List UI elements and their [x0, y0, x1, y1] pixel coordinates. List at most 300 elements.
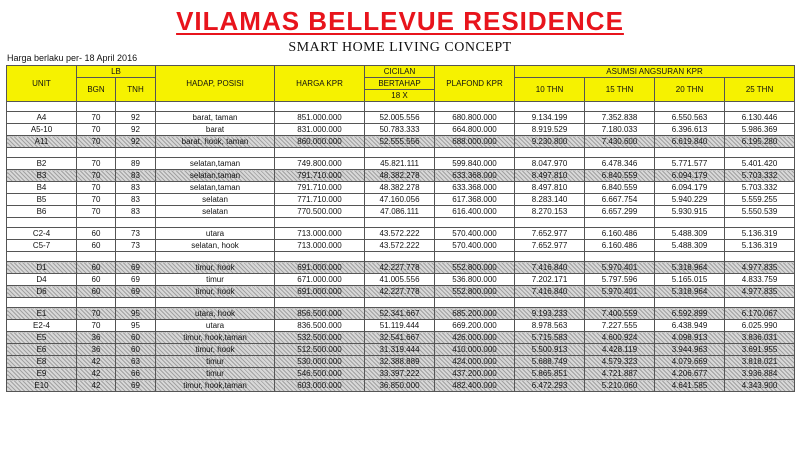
- cell-unit: E2-4: [7, 320, 77, 332]
- separator-cell: [275, 298, 365, 308]
- cell-15-thn: 5.970.401: [585, 262, 655, 274]
- cell-bgn: 60: [77, 286, 116, 298]
- cell-cicilan: 52.555.556: [365, 136, 435, 148]
- cell-bgn: 70: [77, 320, 116, 332]
- cell-cicilan: 52.005.556: [365, 112, 435, 124]
- separator-cell: [7, 298, 77, 308]
- table-row: [7, 274, 795, 286]
- cell-unit: C5-7: [7, 240, 77, 252]
- cell-25-thn: 5.703.332: [725, 170, 795, 182]
- separator-cell: [585, 148, 655, 158]
- cell-unit: B4: [7, 182, 77, 194]
- cell-20-thn: 6.094.179: [655, 182, 725, 194]
- page-title: VILAMAS BELLEVUE RESIDENCE: [176, 6, 624, 36]
- cell-cicilan: 36.850.000: [365, 380, 435, 392]
- cell-10-thn: 8.497.810: [515, 182, 585, 194]
- separator-cell: [156, 148, 275, 158]
- cell-harga: 530.000.000: [275, 356, 365, 368]
- cell-harga: 771.710.000: [275, 194, 365, 206]
- cell-15-thn: 7.430.600: [585, 136, 655, 148]
- cell-15-thn: 4.579.323: [585, 356, 655, 368]
- header-plafond-kpr: PLAFOND KPR: [435, 66, 515, 102]
- page-subtitle: SMART HOME LIVING CONCEPT: [288, 40, 512, 55]
- separator-cell: [156, 218, 275, 228]
- table-row: [7, 136, 795, 148]
- cell-15-thn: 7.180.033: [585, 124, 655, 136]
- table-row: [7, 320, 795, 332]
- cell-10-thn: 7.652.977: [515, 228, 585, 240]
- cell-10-thn: 8.270.153: [515, 206, 585, 218]
- cell-plafond: 424.000.000: [435, 356, 515, 368]
- separator-cell: [515, 298, 585, 308]
- separator-cell: [435, 102, 515, 112]
- cell-25-thn: 6.170.067: [725, 308, 795, 320]
- cell-bgn: 60: [77, 262, 116, 274]
- cell-plafond: 536.800.000: [435, 274, 515, 286]
- cell-harga: 860.000.000: [275, 136, 365, 148]
- cell-unit: B2: [7, 158, 77, 170]
- cell-10-thn: 9.193.233: [515, 308, 585, 320]
- cell-bgn: 36: [77, 332, 116, 344]
- cell-plafond: 570.400.000: [435, 240, 515, 252]
- cell-10-thn: 8.283.140: [515, 194, 585, 206]
- group-separator: [7, 148, 795, 158]
- cell-hadap: selatan: [156, 206, 275, 218]
- cell-10-thn: 7.416.840: [515, 262, 585, 274]
- separator-cell: [77, 102, 116, 112]
- cell-tnh: 66: [116, 368, 156, 380]
- separator-cell: [156, 298, 275, 308]
- cell-hadap: utara: [156, 228, 275, 240]
- cell-unit: B5: [7, 194, 77, 206]
- separator-cell: [275, 252, 365, 262]
- header-10-thn: 10 THN: [515, 78, 585, 102]
- cell-bgn: 70: [77, 170, 116, 182]
- cell-unit: B6: [7, 206, 77, 218]
- cell-bgn: 36: [77, 344, 116, 356]
- cell-10-thn: 5.865.851: [515, 368, 585, 380]
- cell-plafond: 437.200.000: [435, 368, 515, 380]
- header-cicilan: CICILAN: [365, 66, 435, 78]
- cell-plafond: 482.400.000: [435, 380, 515, 392]
- header-asumsi-angsuran: ASUMSI ANGSURAN KPR: [515, 66, 795, 78]
- cell-tnh: 89: [116, 158, 156, 170]
- cell-plafond: 552.800.000: [435, 286, 515, 298]
- separator-cell: [515, 218, 585, 228]
- separator-cell: [156, 252, 275, 262]
- cell-25-thn: 5.550.539: [725, 206, 795, 218]
- cell-unit: E8: [7, 356, 77, 368]
- cell-unit: A4: [7, 112, 77, 124]
- cell-tnh: 60: [116, 344, 156, 356]
- cell-tnh: 95: [116, 320, 156, 332]
- cell-unit: D1: [7, 262, 77, 274]
- cell-cicilan: 41.005.556: [365, 274, 435, 286]
- cell-hadap: selatan,taman: [156, 170, 275, 182]
- separator-cell: [116, 218, 156, 228]
- cell-20-thn: 4.079.669: [655, 356, 725, 368]
- cell-unit: A11: [7, 136, 77, 148]
- cell-hadap: timur, hook,taman: [156, 380, 275, 392]
- cell-20-thn: 5.488.309: [655, 228, 725, 240]
- cell-20-thn: 6.550.563: [655, 112, 725, 124]
- separator-cell: [116, 148, 156, 158]
- cell-harga: 791.710.000: [275, 170, 365, 182]
- separator-cell: [365, 218, 435, 228]
- separator-cell: [725, 148, 795, 158]
- cell-15-thn: 7.400.559: [585, 308, 655, 320]
- cell-bgn: 70: [77, 158, 116, 170]
- table-row: [7, 308, 795, 320]
- cell-plafond: 688.000.000: [435, 136, 515, 148]
- header-15-thn: 15 THN: [585, 78, 655, 102]
- table-row: [7, 356, 795, 368]
- cell-unit: A5-10: [7, 124, 77, 136]
- cell-10-thn: 7.652.977: [515, 240, 585, 252]
- cell-cicilan: 48.382.278: [365, 182, 435, 194]
- cell-harga: 546.500.000: [275, 368, 365, 380]
- cell-tnh: 92: [116, 112, 156, 124]
- cell-25-thn: 6.130.446: [725, 112, 795, 124]
- separator-cell: [725, 218, 795, 228]
- cell-tnh: 69: [116, 380, 156, 392]
- cell-10-thn: 7.416.840: [515, 286, 585, 298]
- cell-harga: 770.500.000: [275, 206, 365, 218]
- cell-20-thn: 6.396.613: [655, 124, 725, 136]
- cell-hadap: selatan, hook: [156, 240, 275, 252]
- cell-hadap: barat, taman: [156, 112, 275, 124]
- separator-cell: [365, 252, 435, 262]
- cell-plafond: 664.800.000: [435, 124, 515, 136]
- cell-harga: 603.000.000: [275, 380, 365, 392]
- cell-20-thn: 6.619.840: [655, 136, 725, 148]
- cell-bgn: 42: [77, 368, 116, 380]
- separator-cell: [515, 148, 585, 158]
- cell-bgn: 42: [77, 356, 116, 368]
- header-bertahap: BERTAHAP: [365, 78, 435, 90]
- cell-15-thn: 5.970.401: [585, 286, 655, 298]
- cell-cicilan: 52.341.667: [365, 308, 435, 320]
- cell-harga: 713.000.000: [275, 228, 365, 240]
- separator-cell: [275, 102, 365, 112]
- cell-bgn: 70: [77, 124, 116, 136]
- cell-plafond: 685.200.000: [435, 308, 515, 320]
- cell-15-thn: 6.478.346: [585, 158, 655, 170]
- cell-25-thn: 5.559.255: [725, 194, 795, 206]
- separator-cell: [725, 252, 795, 262]
- cell-tnh: 83: [116, 182, 156, 194]
- cell-20-thn: 6.592.899: [655, 308, 725, 320]
- cell-10-thn: 5.688.749: [515, 356, 585, 368]
- cell-20-thn: 5.930.915: [655, 206, 725, 218]
- cell-cicilan: 51.119.444: [365, 320, 435, 332]
- table-row: [7, 206, 795, 218]
- separator-cell: [725, 298, 795, 308]
- separator-cell: [7, 148, 77, 158]
- cell-tnh: 83: [116, 170, 156, 182]
- group-separator: [7, 298, 795, 308]
- cell-unit: E9: [7, 368, 77, 380]
- separator-cell: [515, 252, 585, 262]
- separator-cell: [365, 102, 435, 112]
- cell-15-thn: 4.600.924: [585, 332, 655, 344]
- table-row: [7, 332, 795, 344]
- header-tnh: TNH: [116, 78, 156, 102]
- cell-15-thn: 7.352.838: [585, 112, 655, 124]
- price-validity-note: Harga berlaku per- 18 April 2016: [7, 53, 138, 63]
- cell-hadap: selatan,taman: [156, 182, 275, 194]
- cell-cicilan: 45.821.111: [365, 158, 435, 170]
- cell-15-thn: 6.840.559: [585, 182, 655, 194]
- table-row: [7, 368, 795, 380]
- separator-cell: [435, 252, 515, 262]
- separator-cell: [275, 148, 365, 158]
- cell-tnh: 69: [116, 286, 156, 298]
- separator-cell: [365, 298, 435, 308]
- cell-hadap: timur: [156, 356, 275, 368]
- separator-cell: [435, 218, 515, 228]
- cell-unit: C2-4: [7, 228, 77, 240]
- cell-20-thn: 3.944.963: [655, 344, 725, 356]
- cell-20-thn: 4.206.677: [655, 368, 725, 380]
- table-row: [7, 170, 795, 182]
- separator-cell: [77, 298, 116, 308]
- cell-hadap: utara: [156, 320, 275, 332]
- cell-cicilan: 43.572.222: [365, 240, 435, 252]
- cell-tnh: 92: [116, 124, 156, 136]
- cell-plafond: 617.368.000: [435, 194, 515, 206]
- cell-cicilan: 32.541.667: [365, 332, 435, 344]
- cell-25-thn: 4.343.900: [725, 380, 795, 392]
- cell-plafond: 633.368.000: [435, 182, 515, 194]
- cell-10-thn: 6.472.293: [515, 380, 585, 392]
- cell-harga: 671.000.000: [275, 274, 365, 286]
- cell-tnh: 95: [116, 308, 156, 320]
- cell-hadap: timur: [156, 274, 275, 286]
- cell-10-thn: 9.230.800: [515, 136, 585, 148]
- header-unit: UNIT: [7, 66, 77, 102]
- cell-hadap: timur, hook,taman: [156, 332, 275, 344]
- cell-25-thn: 3.836.031: [725, 332, 795, 344]
- cell-10-thn: 8.978.563: [515, 320, 585, 332]
- separator-cell: [585, 298, 655, 308]
- cell-bgn: 70: [77, 182, 116, 194]
- cell-harga: 831.000.000: [275, 124, 365, 136]
- cell-unit: E1: [7, 308, 77, 320]
- cell-15-thn: 6.160.486: [585, 228, 655, 240]
- separator-cell: [77, 148, 116, 158]
- cell-cicilan: 33.397.222: [365, 368, 435, 380]
- header-25-thn: 25 THN: [725, 78, 795, 102]
- cell-harga: 713.000.000: [275, 240, 365, 252]
- separator-cell: [435, 148, 515, 158]
- cell-harga: 851.000.000: [275, 112, 365, 124]
- table-row: [7, 262, 795, 274]
- table-row: [7, 380, 795, 392]
- cell-25-thn: 5.986.369: [725, 124, 795, 136]
- cell-25-thn: 5.703.332: [725, 182, 795, 194]
- cell-plafond: 410.000.000: [435, 344, 515, 356]
- cell-harga: 791.710.000: [275, 182, 365, 194]
- separator-cell: [275, 218, 365, 228]
- separator-cell: [365, 148, 435, 158]
- cell-harga: 691.000.000: [275, 262, 365, 274]
- cell-10-thn: 8.919.529: [515, 124, 585, 136]
- cell-unit: D6: [7, 286, 77, 298]
- cell-tnh: 63: [116, 356, 156, 368]
- separator-cell: [7, 218, 77, 228]
- cell-tnh: 73: [116, 240, 156, 252]
- cell-harga: 532.500.000: [275, 332, 365, 344]
- cell-25-thn: 3.691.955: [725, 344, 795, 356]
- cell-plafond: 680.800.000: [435, 112, 515, 124]
- cell-unit: E10: [7, 380, 77, 392]
- cell-plafond: 426.000.000: [435, 332, 515, 344]
- cell-hadap: timur: [156, 368, 275, 380]
- cell-15-thn: 6.657.299: [585, 206, 655, 218]
- cell-20-thn: 5.318.964: [655, 286, 725, 298]
- cell-unit: E5: [7, 332, 77, 344]
- separator-cell: [585, 218, 655, 228]
- cell-cicilan: 42.227.778: [365, 286, 435, 298]
- cell-bgn: 70: [77, 112, 116, 124]
- cell-10-thn: 8.497.810: [515, 170, 585, 182]
- cell-15-thn: 7.227.555: [585, 320, 655, 332]
- separator-cell: [77, 218, 116, 228]
- cell-10-thn: 5.715.583: [515, 332, 585, 344]
- cell-tnh: 92: [116, 136, 156, 148]
- cell-cicilan: 47.086.111: [365, 206, 435, 218]
- cell-bgn: 70: [77, 136, 116, 148]
- cell-10-thn: 9.134.199: [515, 112, 585, 124]
- table-row: [7, 112, 795, 124]
- separator-cell: [655, 298, 725, 308]
- separator-cell: [435, 298, 515, 308]
- table-row: [7, 194, 795, 206]
- separator-cell: [725, 102, 795, 112]
- header-harga-kpr: HARGA KPR: [275, 66, 365, 102]
- cell-20-thn: 6.094.179: [655, 170, 725, 182]
- cell-25-thn: 3.936.884: [725, 368, 795, 380]
- table-row: [7, 286, 795, 298]
- table-row: [7, 182, 795, 194]
- cell-harga: 691.000.000: [275, 286, 365, 298]
- cell-15-thn: 6.160.486: [585, 240, 655, 252]
- cell-cicilan: 50.783.333: [365, 124, 435, 136]
- cell-25-thn: 6.195.280: [725, 136, 795, 148]
- cell-15-thn: 5.210.060: [585, 380, 655, 392]
- separator-cell: [515, 102, 585, 112]
- cell-cicilan: 47.160.056: [365, 194, 435, 206]
- cell-10-thn: 8.047.970: [515, 158, 585, 170]
- cell-harga: 749.800.000: [275, 158, 365, 170]
- cell-20-thn: 4.641.585: [655, 380, 725, 392]
- separator-cell: [116, 102, 156, 112]
- cell-20-thn: 5.771.577: [655, 158, 725, 170]
- cell-harga: 856.500.000: [275, 308, 365, 320]
- cell-10-thn: 5.500.913: [515, 344, 585, 356]
- separator-cell: [77, 252, 116, 262]
- separator-cell: [655, 218, 725, 228]
- cell-cicilan: 43.572.222: [365, 228, 435, 240]
- cell-tnh: 83: [116, 206, 156, 218]
- cell-hadap: utara, hook: [156, 308, 275, 320]
- cell-15-thn: 4.428.119: [585, 344, 655, 356]
- cell-harga: 512.500.000: [275, 344, 365, 356]
- cell-harga: 836.500.000: [275, 320, 365, 332]
- cell-unit: E6: [7, 344, 77, 356]
- cell-plafond: 669.200.000: [435, 320, 515, 332]
- cell-hadap: selatan: [156, 194, 275, 206]
- separator-cell: [116, 298, 156, 308]
- cell-tnh: 69: [116, 262, 156, 274]
- cell-cicilan: 48.382.278: [365, 170, 435, 182]
- table-row: [7, 344, 795, 356]
- cell-15-thn: 6.667.754: [585, 194, 655, 206]
- cell-10-thn: 7.202.171: [515, 274, 585, 286]
- separator-cell: [655, 252, 725, 262]
- cell-20-thn: 5.940.229: [655, 194, 725, 206]
- group-separator: [7, 252, 795, 262]
- cell-20-thn: 5.318.964: [655, 262, 725, 274]
- separator-cell: [585, 252, 655, 262]
- cell-hadap: barat, hook, taman: [156, 136, 275, 148]
- cell-unit: D4: [7, 274, 77, 286]
- separator-cell: [585, 102, 655, 112]
- cell-25-thn: 5.136.319: [725, 240, 795, 252]
- cell-tnh: 73: [116, 228, 156, 240]
- cell-20-thn: 6.438.949: [655, 320, 725, 332]
- separator-cell: [7, 102, 77, 112]
- cell-bgn: 60: [77, 240, 116, 252]
- header-18x: 18 X: [365, 90, 435, 102]
- table-body: [7, 102, 795, 392]
- cell-plafond: 633.368.000: [435, 170, 515, 182]
- cell-plafond: 599.840.000: [435, 158, 515, 170]
- header-hadap-posisi: HADAP, POSISI: [156, 66, 275, 102]
- cell-cicilan: 42.227.778: [365, 262, 435, 274]
- table-row: [7, 228, 795, 240]
- header-20-thn: 20 THN: [655, 78, 725, 102]
- cell-hadap: selatan,taman: [156, 158, 275, 170]
- cell-15-thn: 4.721.887: [585, 368, 655, 380]
- separator-cell: [116, 252, 156, 262]
- separator-cell: [655, 148, 725, 158]
- cell-bgn: 60: [77, 228, 116, 240]
- cell-25-thn: 4.977.835: [725, 262, 795, 274]
- header-lb: LB: [77, 66, 156, 78]
- group-separator: [7, 218, 795, 228]
- cell-25-thn: 4.833.759: [725, 274, 795, 286]
- cell-plafond: 616.400.000: [435, 206, 515, 218]
- cell-15-thn: 6.840.559: [585, 170, 655, 182]
- separator-cell: [156, 102, 275, 112]
- table-row: [7, 124, 795, 136]
- cell-bgn: 42: [77, 380, 116, 392]
- table-row: [7, 240, 795, 252]
- cell-tnh: 83: [116, 194, 156, 206]
- cell-25-thn: 4.977.835: [725, 286, 795, 298]
- price-table: [6, 65, 795, 392]
- cell-20-thn: 5.165.015: [655, 274, 725, 286]
- cell-tnh: 60: [116, 332, 156, 344]
- group-separator: [7, 102, 795, 112]
- cell-25-thn: 6.025.990: [725, 320, 795, 332]
- cell-cicilan: 31.319.444: [365, 344, 435, 356]
- cell-cicilan: 32.388.889: [365, 356, 435, 368]
- cell-15-thn: 5.797.596: [585, 274, 655, 286]
- cell-unit: B3: [7, 170, 77, 182]
